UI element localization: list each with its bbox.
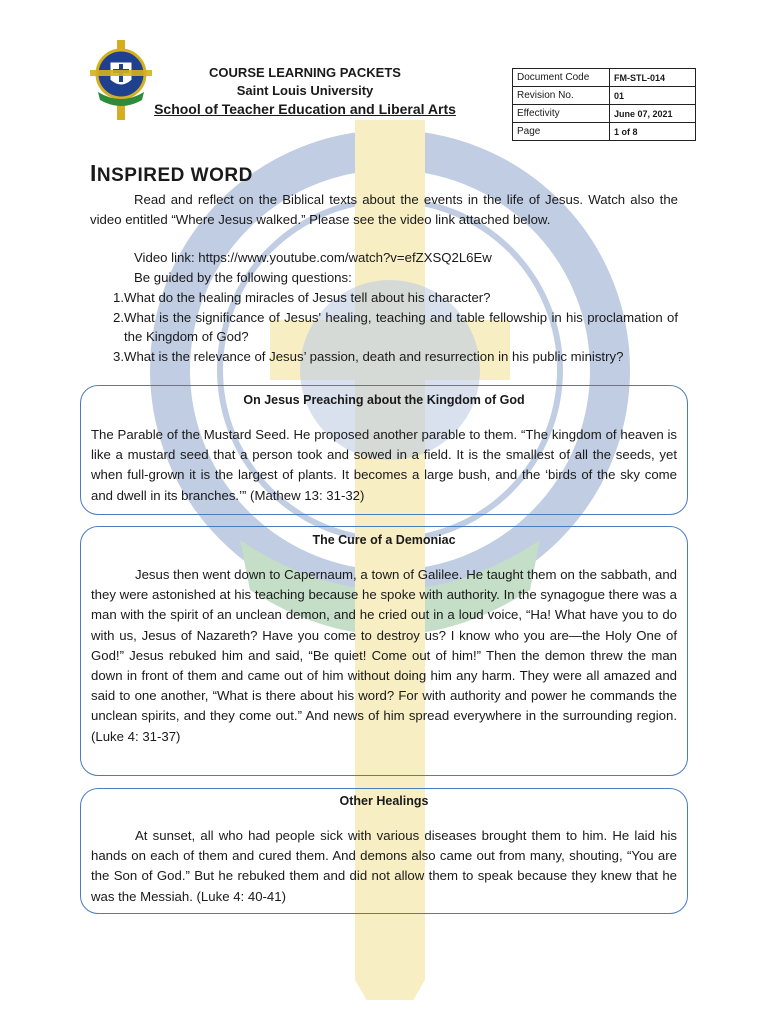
box-text: At sunset, all who had people sick with various diseases brought them to him. He laid his hands on each of them and cured them. And demons also came out from many, shouting, “You are the Son of God.” But he rebuked them and did not allow them to speak because they knew that he was the Messiah. (Luke 4: 40-41) xyxy=(91,828,677,904)
header-line-3: School of Teacher Education and Liberal Arts xyxy=(154,101,456,117)
list-item xyxy=(90,308,678,347)
guide-text: Be guided by the following questions: xyxy=(134,270,352,286)
table-cell: 01 xyxy=(610,87,696,105)
box-title: Other Healings xyxy=(339,794,429,808)
table-row xyxy=(513,105,696,123)
table-cell: Effectivity xyxy=(513,105,610,123)
table-cell: 1 of 8 xyxy=(610,123,696,141)
table-cell: Page xyxy=(513,123,610,141)
reading-box-demoniac xyxy=(80,526,688,776)
list-item xyxy=(90,288,678,308)
intro-paragraph: Read and reflect on the Biblical texts about the events in the life of Jesus. Watch also the video entitled “Where Jesus walked.” Please see the video link attached below. xyxy=(90,192,678,227)
question-text: What do the healing miracles of Jesus tell about his character? xyxy=(124,289,491,305)
page-title xyxy=(90,160,253,187)
header-line-2: Saint Louis University xyxy=(236,83,374,98)
intro-section xyxy=(90,190,678,367)
title-rest: NSPIRED WORD xyxy=(96,165,253,186)
header-line-1: COURSE LEARNING PACKETS xyxy=(209,65,401,80)
table-row xyxy=(513,69,696,87)
box-text: The Parable of the Mustard Seed. He proposed another parable to them. “The kingdom of heaven is like a mustard seed that a person took and sowed in a field. It is the smallest of all the seeds, yet when full-grown it is the largest of plants. It becomes a large bush, and the ‘birds of the sky come and dwell in its branches.’” (Mathew 13: 31-32) xyxy=(91,427,677,503)
table-cell: June 07, 2021 xyxy=(610,105,696,123)
reading-box-healings xyxy=(80,788,688,914)
box-title: The Cure of a Demoniac xyxy=(312,533,456,547)
question-number: 2. xyxy=(113,309,124,325)
table-row xyxy=(513,123,696,141)
table-cell: Document Code xyxy=(513,69,610,87)
box-text: Jesus then went down to Capernaum, a town of Galilee. He taught them on the sabbath, and they were astonished at his teaching because he spoke with authority. In the synagogue there was a man with the spirit of an unclean demon, and he cried out in a loud voice, “Ha! What have you to do with us, Jesus of Nazareth? Have you come to destroy us? I know who you are—the Holy One of God!” Jesus rebuked him and said, “Be quiet! Come out of him!” Then the demon threw the man down in front of them and came out of him without doing him any harm. They were all amazed and said to one another, “What is there about his word? For with authority and power he commands the unclean spirits, and they come out.” And news of him spread everywhere in the surrounding region. (Luke 4: 31-37) xyxy=(91,567,677,744)
list-item xyxy=(90,347,678,367)
reading-box-kingdom xyxy=(80,385,688,515)
document-info-table xyxy=(512,68,696,141)
box-title: On Jesus Preaching about the Kingdom of God xyxy=(243,393,525,407)
university-logo xyxy=(88,40,154,120)
question-number: 1. xyxy=(113,289,124,305)
question-text: What is the significance of Jesus' healing, teaching and table fellowship in his proclamation of the Kingdom of God? xyxy=(124,309,678,345)
question-number: 3. xyxy=(113,348,124,364)
video-link[interactable]: Video link: https://www.youtube.com/watch?v=efZXSQ2L6Ew xyxy=(134,250,492,266)
title-initial: I xyxy=(90,160,97,186)
table-row xyxy=(513,87,696,105)
question-text: What is the relevance of Jesus’ passion, death and resurrection in his public ministry? xyxy=(124,348,624,364)
table-cell: Revision No. xyxy=(513,87,610,105)
document-header xyxy=(150,64,460,118)
table-cell: FM-STL-014 xyxy=(610,69,696,87)
